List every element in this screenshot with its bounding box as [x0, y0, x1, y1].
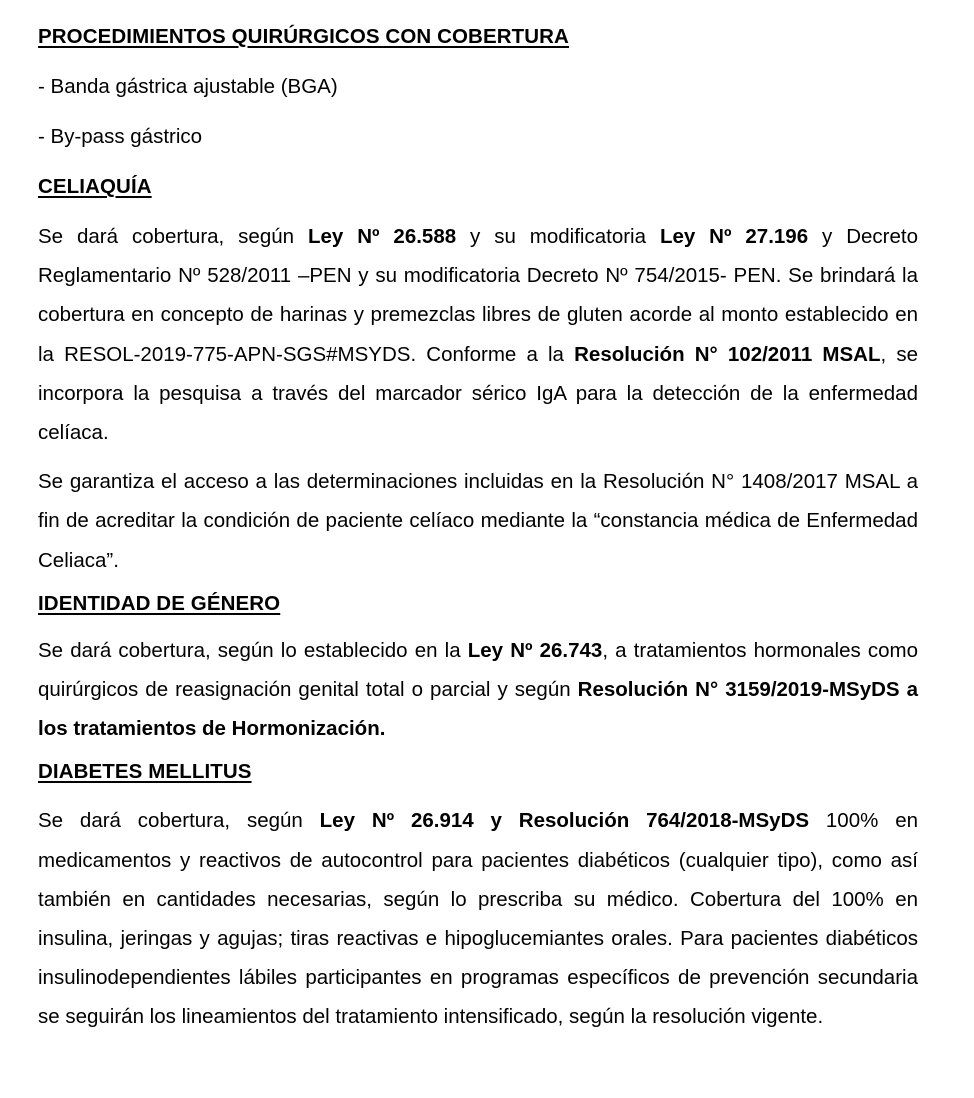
text-run: 100% en medicamentos y reactivos de autocontrol para pacientes diabéticos (cualquier tipo), como así también en cantidades necesarias, según lo prescriba su médico. Cobertura del 100% en insulina, jeringas y agujas; tiras reactivas e hipoglucemiantes orales. Para pacientes diabéticos insulinodependientes lábiles participantes en programas específicos de prevención secundaria se seguirán los lineamientos del tratamiento intensificado, según la resolución vigente.: [38, 809, 918, 1029]
law-reference: Ley Nº 27.196: [659, 225, 809, 248]
law-reference: Ley Nº 26.914 y Resolución 764/2018-MSyDS: [319, 809, 810, 833]
law-reference: Ley Nº 26.743: [467, 638, 603, 662]
paragraph-diabetes: [38, 801, 918, 1036]
paragraph-celiaquia-1: [38, 217, 918, 452]
text-run: Se dará cobertura, según: [38, 809, 320, 833]
list-item: - By-pass gástrico: [38, 125, 203, 148]
paragraph-celiaquia-2: Se garantiza el acceso a las determinaciones incluidas en la Resolución N° 1408/2017 MSAL a fin de acreditar la condición de paciente celíaco mediante la “constancia médica de Enfermedad Celiaca”.: [38, 470, 918, 572]
heading-procedimientos: PROCEDIMIENTOS QUIRÚRGICOS CON COBERTURA: [38, 25, 569, 48]
text-run: Se dará cobertura, según lo establecido en la: [38, 638, 468, 662]
list-item: - Banda gástrica ajustable (BGA): [38, 75, 338, 98]
text-run: , se incorpora la pesquisa a través del marcador sérico IgA para la detección de la enfermedad celíaca.: [38, 342, 918, 445]
text-run: y Decreto Reglamentario Nº 528/2011 –PEN y su modificatoria Decreto Nº 754/2015- PEN. Se brindará la cobertura en concepto de harinas y premezclas libres de gluten acorde al monto establecido en la RESOL-2019-775-APN-SGS#MSYDS. Conforme a la: [38, 225, 918, 366]
heading-diabetes: DIABETES MELLITUS: [38, 760, 252, 784]
paragraph-identidad: [38, 631, 918, 749]
law-reference: Resolución N° 3159/2019-MSyDS a los tratamientos de Hormonización.: [38, 678, 919, 741]
law-reference: Ley Nº 26.588: [307, 225, 457, 248]
document-page: [38, 22, 918, 1037]
text-run: y su modificatoria: [456, 225, 660, 248]
text-run: , a tratamientos hormonales como quirúrgicos de reasignación genital total o parcial y según: [38, 638, 918, 702]
text-run: Se dará cobertura, según: [38, 225, 308, 248]
heading-celiaquia: CELIAQUÍA: [38, 175, 152, 198]
law-reference: Resolución N° 102/2011 MSAL: [574, 342, 881, 366]
heading-identidad: IDENTIDAD DE GÉNERO: [38, 591, 281, 615]
